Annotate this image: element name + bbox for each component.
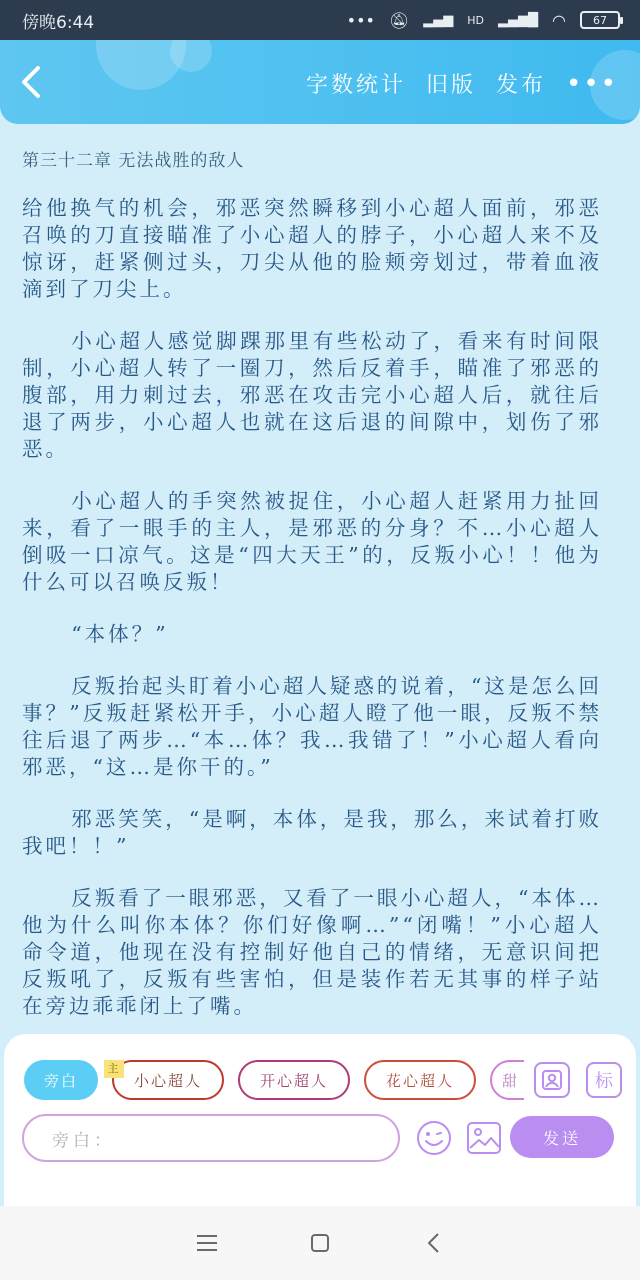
system-nav-bar (0, 1206, 640, 1280)
story-paragraph: “本体？” (71, 622, 169, 646)
role-chip-huaxin[interactable] (364, 1060, 476, 1100)
story-paragraph: 小心超人的手突然被捉住，小心超人赶紧用力扯回来，看了一眼手的主人，是邪恶的分身？不…小心超人倒吸一口凉气。这是“四大天王”的，反叛小心！！他为什么可以召唤反叛！ (22, 489, 602, 594)
mute-bell-icon: 🔕︎ (388, 10, 410, 30)
user-card-icon (540, 1068, 564, 1092)
old-version-button[interactable]: 旧版 (425, 73, 476, 98)
composer-panel (4, 1034, 636, 1206)
back-button[interactable] (18, 62, 52, 102)
home-square-icon (310, 1233, 330, 1253)
role-chip-label: 旁白 (44, 1071, 79, 1090)
signal-icon: ▂▄▆ (423, 12, 454, 28)
menu-nav-button[interactable] (192, 1228, 222, 1258)
image-icon (466, 1120, 502, 1156)
story-paragraph: 给他换气的机会，邪恶突然瞬移到小心超人面前，邪恶召唤的刀直接瞄准了小心超人的脖子，小心超人来不及惊讶，赶紧侧过头，刀尖从他的脸颊旁划过，带着血液滴到了刀尖上。 (22, 196, 602, 301)
story-content (22, 146, 602, 1045)
story-paragraph: 小心超人感觉脚踝那里有些松动了，看来有时间限制，小心超人转了一圈刀，然后反着手，瞄准了邪恶的腹部，用力刺过去，邪恶在攻击完小心超人后，就往后退了两步，小心超人也就在这后退的间隙中，划伤了邪恶。 (22, 329, 602, 461)
character-manage-button[interactable] (534, 1062, 570, 1098)
role-chip-narrator[interactable] (24, 1060, 98, 1100)
status-icons (347, 11, 620, 30)
menu-icon (196, 1234, 218, 1252)
signal-icon-2: ▂▄▆█ (498, 12, 539, 28)
role-chip-kaixin[interactable] (238, 1060, 350, 1100)
battery-icon (580, 11, 620, 29)
role-chip-label: 甜 (502, 1071, 520, 1090)
status-time: 傍晚6:44 (22, 12, 95, 33)
home-nav-button[interactable] (305, 1228, 335, 1258)
story-paragraph: 反叛抬起头盯着小心超人疑惑的说着，“这是怎么回事？”反叛赶紧松开手，小心超人瞪了他一眼，反叛不禁往后退了两步…“本…体？我…我错了！”小心超人看向邪恶，“这…是你干的。” (22, 674, 602, 779)
network-type: HD (467, 13, 485, 27)
chevron-left-icon (18, 62, 44, 102)
input-row (22, 1114, 622, 1164)
role-chip-tianxin[interactable] (490, 1060, 524, 1100)
message-input[interactable] (22, 1114, 400, 1162)
chapter-title: 第三十二章 无法战胜的敌人 (22, 151, 245, 171)
story-paragraph: 邪恶笑笑，“是啊，本体，是我，那么，来试着打败我吧！！” (22, 807, 602, 858)
send-label: 发送 (542, 1128, 581, 1148)
emoji-button[interactable] (416, 1120, 452, 1156)
tag-button-label: 标 (595, 1071, 613, 1092)
wifi-icon: ◠ (552, 10, 566, 30)
battery-level: 67 (593, 13, 607, 27)
more-options-icon[interactable]: ••• (565, 68, 618, 99)
back-nav-button[interactable] (418, 1228, 448, 1258)
role-selector (24, 1060, 524, 1100)
more-dots-icon: ••• (346, 10, 375, 30)
smiley-icon (416, 1120, 452, 1156)
header-actions (306, 68, 618, 99)
app-header (0, 40, 640, 124)
role-chip-label: 小心超人 (134, 1071, 203, 1090)
story-paragraph: 反叛看了一眼邪恶，又看了一眼小心超人，“本体…他为什么叫你本体？你们好像啊…”“闭嘴！”小心超人命令道，他现在没有控制好他自己的情绪，无意识间把反叛吼了，反叛有些害怕，但是装作若无其事的样子站在旁边乖乖闭上了嘴。 (22, 886, 602, 1018)
send-button[interactable] (510, 1116, 614, 1158)
role-chip-label: 花心超人 (386, 1071, 455, 1090)
role-chip-xiaoxin[interactable] (107, 1060, 224, 1100)
publish-button[interactable]: 发布 (495, 73, 546, 98)
input-placeholder: 旁白： (52, 1130, 115, 1151)
tag-button[interactable] (586, 1062, 622, 1098)
main-role-badge: 主 (104, 1060, 124, 1078)
status-bar (0, 0, 640, 40)
role-chip-label: 开心超人 (260, 1071, 329, 1090)
image-button[interactable] (466, 1120, 502, 1156)
word-count-button[interactable]: 字数统计 (305, 73, 406, 98)
back-triangle-icon (426, 1232, 440, 1254)
